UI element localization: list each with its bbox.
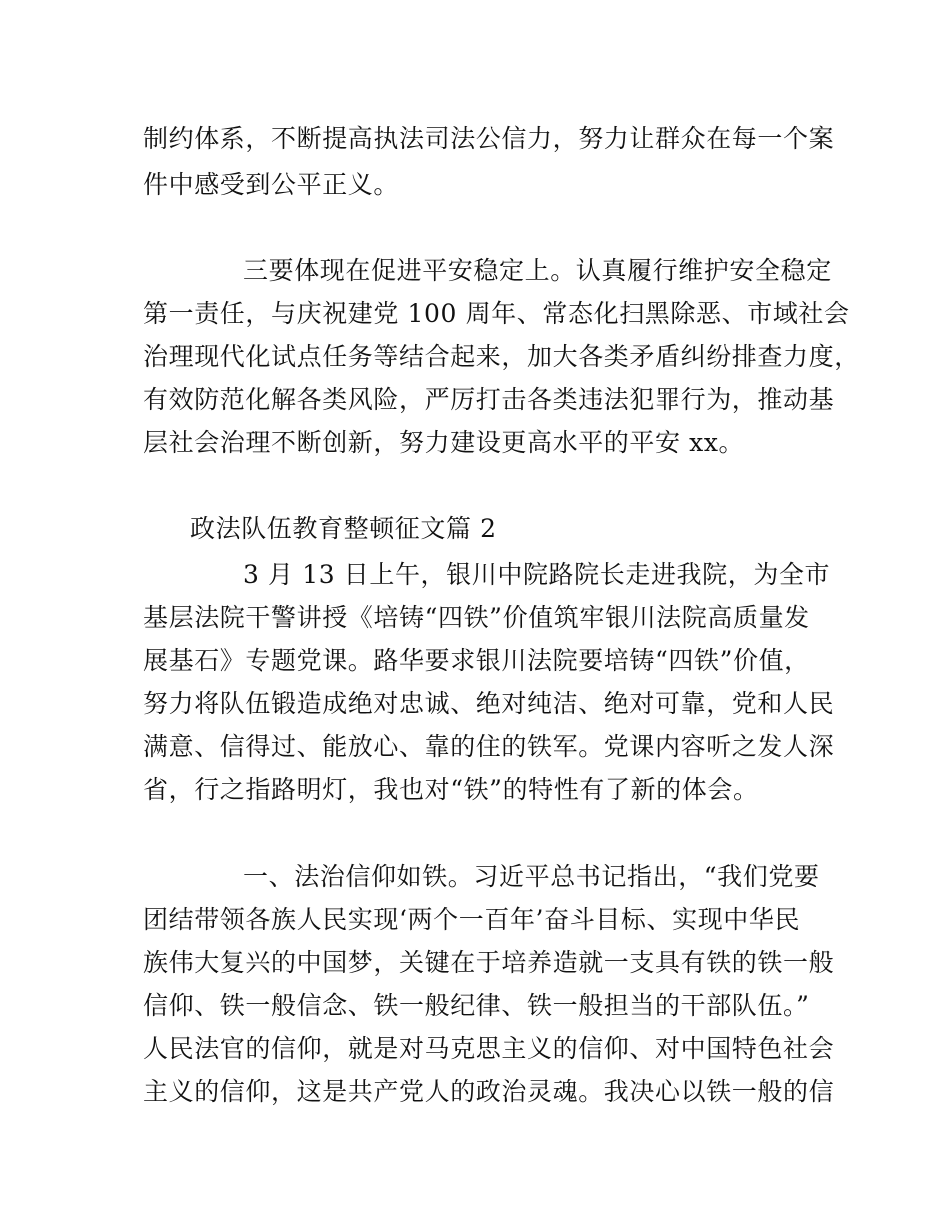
paragraph-3-line-5: 满意、信得过、能放心、靠的住的铁军。党课内容听之发人深 [143, 732, 835, 761]
paragraph-3-line-3: 展基石》专题党课。路华要求银川法院要培铸“四铁”价值， [143, 646, 810, 675]
paragraph-2-line-4: 有效防范化解各类风险，严厉打击各类违法犯罪行为，推动基 [143, 385, 835, 414]
paragraph-1-line-2: 件中感受到公平正义。 [143, 170, 400, 199]
paragraph-4-line-4: 信仰、铁一般信念、铁一般纪律、铁一般担当的干部队伍。” [143, 991, 810, 1020]
paragraph-4-line-6: 主义的信仰，这是共产党人的政治灵魂。我决心以铁一般的信 [143, 1077, 835, 1106]
paragraph-4-line-3: 族伟大复兴的中国梦，关键在于培养造就一支具有铁的铁一般 [143, 948, 835, 977]
paragraph-3-line-4: 努力将队伍锻造成绝对忠诚、绝对纯洁、绝对可靠，党和人民 [143, 689, 835, 718]
paragraph-4-line-2: 团结带领各族人民实现‘两个一百年’奋斗目标、实现中华民 [143, 905, 801, 934]
paragraph-2-line-5: 层社会治理不断创新，努力建设更高水平的平安 xx。 [143, 428, 745, 457]
paragraph-2-line-1: 三要体现在促进平安稳定上。认真履行维护安全稳定 [243, 256, 832, 285]
paragraph-1-line-1: 制约体系，不断提高执法司法公信力，努力让群众在每一个案 [143, 124, 835, 153]
paragraph-2-line-3: 治理现代化试点任务等结合起来，加大各类矛盾纠纷排查力度， [143, 342, 860, 371]
paragraph-2-line-2: 第一责任，与庆祝建党 100 周年、常态化扫黑除恶、市域社会 [143, 299, 850, 328]
paragraph-3-line-1: 3 月 13 日上午，银川中院路院长走进我院，为全市 [243, 560, 831, 589]
paragraph-4-line-5: 人民法官的信仰，就是对马克思主义的信仰、对中国特色社会 [143, 1034, 835, 1063]
paragraph-3-line-6: 省，行之指路明灯，我也对“铁”的特性有了新的体会。 [143, 775, 759, 804]
paragraph-3-line-2: 基层法院干警讲授《培铸“四铁”价值筑牢银川法院高质量发 [143, 603, 810, 632]
section-heading: 政法队伍教育整顿征文篇 2 [190, 514, 497, 543]
paragraph-4-line-1: 一、法治信仰如铁。习近平总书记指出，“我们党要 [243, 862, 820, 891]
